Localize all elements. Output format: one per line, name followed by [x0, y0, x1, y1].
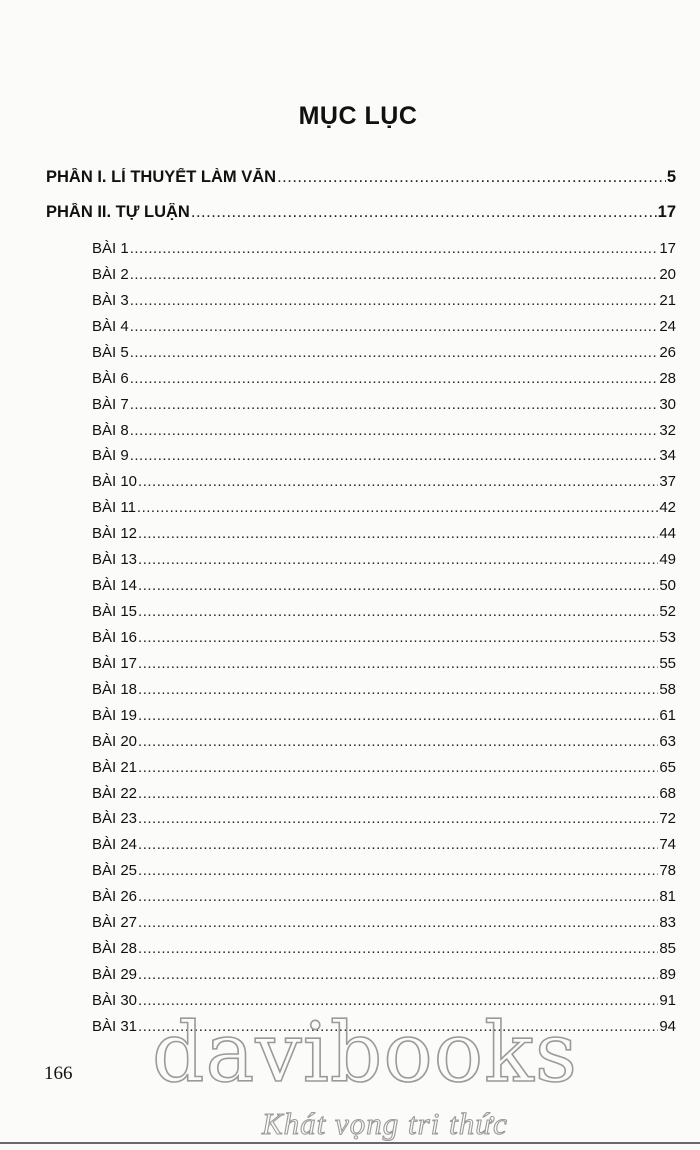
dot-leader — [130, 240, 659, 257]
toc-label: BÀI 24 — [92, 836, 138, 853]
dot-leader — [130, 266, 659, 283]
toc-label: BÀI 10 — [92, 473, 138, 490]
dot-leader — [191, 203, 657, 222]
toc-page-number: 50 — [659, 577, 676, 594]
toc-page-number: 32 — [659, 422, 676, 439]
toc-entry-row — [92, 966, 676, 983]
toc-entry-row — [92, 525, 676, 542]
dot-leader — [138, 914, 658, 931]
toc-page-number: 5 — [666, 168, 676, 186]
dot-leader — [138, 655, 658, 672]
toc-label: BÀI 6 — [92, 370, 129, 387]
toc-entry-row — [92, 759, 676, 776]
dot-leader — [130, 396, 659, 413]
toc-entry-row — [92, 473, 676, 490]
dot-leader — [130, 318, 659, 335]
toc-page-number: 53 — [659, 629, 676, 646]
toc-page-number: 42 — [659, 499, 676, 516]
toc-entry-row — [92, 940, 676, 957]
bottom-rule — [0, 1142, 700, 1144]
dot-leader — [138, 759, 658, 776]
toc-label: BÀI 23 — [92, 810, 138, 827]
toc-entry-row — [92, 655, 676, 672]
dot-leader — [138, 810, 658, 827]
dot-leader — [277, 168, 666, 187]
toc-part-row — [46, 168, 676, 187]
toc-entry-row — [92, 344, 676, 361]
toc-page-number: 30 — [659, 396, 676, 413]
toc-label: BÀI 21 — [92, 759, 138, 776]
toc-label: BÀI 20 — [92, 733, 138, 750]
toc-label: BÀI 28 — [92, 940, 138, 957]
toc-page-number: 52 — [659, 603, 676, 620]
toc-entry-row — [92, 240, 676, 257]
toc-page-number: 65 — [659, 759, 676, 776]
toc-entry-row — [92, 551, 676, 568]
toc-entry-row — [92, 422, 676, 439]
toc-entry-row — [92, 447, 676, 464]
toc-label: BÀI 26 — [92, 888, 138, 905]
toc-entry-row — [92, 603, 676, 620]
dot-leader — [138, 629, 658, 646]
dot-leader — [138, 681, 658, 698]
toc-label: BÀI 30 — [92, 992, 138, 1009]
toc-page-number: 58 — [659, 681, 676, 698]
dot-leader — [130, 422, 659, 439]
toc-page-number: 26 — [659, 344, 676, 361]
toc-page-number: 20 — [659, 266, 676, 283]
toc-page-number: 28 — [659, 370, 676, 387]
toc-page-number: 74 — [659, 836, 676, 853]
toc-page-number: 83 — [659, 914, 676, 931]
toc-page-number: 49 — [659, 551, 676, 568]
toc-page-number: 91 — [659, 992, 676, 1009]
toc-entry-row — [92, 266, 676, 283]
toc-entry-row — [92, 681, 676, 698]
toc-label: BÀI 3 — [92, 292, 129, 309]
toc-entry-row — [92, 733, 676, 750]
dot-leader — [137, 499, 658, 516]
toc-entry-row — [92, 318, 676, 335]
toc-label: BÀI 15 — [92, 603, 138, 620]
toc-page-number: 68 — [659, 785, 676, 802]
toc-page-number: 34 — [659, 447, 676, 464]
toc-part-row — [46, 203, 676, 222]
toc-entry-row — [92, 577, 676, 594]
dot-leader — [138, 966, 658, 983]
dot-leader — [138, 525, 658, 542]
toc-label: BÀI 16 — [92, 629, 138, 646]
dot-leader — [130, 370, 659, 387]
toc-label: BÀI 19 — [92, 707, 138, 724]
toc-label: PHẦN II. TỰ LUẬN — [46, 203, 190, 221]
toc-entry-row — [92, 888, 676, 905]
dot-leader — [138, 707, 658, 724]
toc-label: BÀI 1 — [92, 240, 129, 257]
dot-leader — [130, 447, 659, 464]
dot-leader — [138, 888, 658, 905]
dot-leader — [138, 577, 658, 594]
dot-leader — [138, 836, 658, 853]
toc-label: BÀI 4 — [92, 318, 129, 335]
toc-page-number: 44 — [659, 525, 676, 542]
toc-entry-row — [92, 499, 676, 516]
toc-page-number: 55 — [659, 655, 676, 672]
dot-leader — [138, 551, 658, 568]
toc-label: BÀI 9 — [92, 447, 129, 464]
page-title: MỤC LỤC — [298, 102, 418, 130]
dot-leader — [138, 940, 658, 957]
toc-label: BÀI 2 — [92, 266, 129, 283]
toc-entry-row — [92, 629, 676, 646]
toc-page-number: 78 — [659, 862, 676, 879]
toc-page-number: 37 — [659, 473, 676, 490]
toc-page-number: 17 — [659, 240, 676, 257]
toc-entry-row — [92, 862, 676, 879]
toc-label: PHẦN I. LÍ THUYẾT LÀM VĂN — [46, 168, 277, 186]
dot-leader — [138, 603, 658, 620]
toc-entry-row — [92, 785, 676, 802]
toc-entry-row — [92, 914, 676, 931]
page-number: 166 — [44, 1063, 73, 1084]
toc-label: BÀI 12 — [92, 525, 138, 542]
toc-page-number: 17 — [657, 203, 676, 221]
toc-page-number: 72 — [659, 810, 676, 827]
toc-page-number: 89 — [659, 966, 676, 983]
toc-entry-row — [92, 370, 676, 387]
dot-leader — [130, 292, 659, 309]
toc-label: BÀI 18 — [92, 681, 138, 698]
dot-leader — [138, 473, 658, 490]
toc-label: BÀI 31 — [92, 1018, 138, 1035]
toc-label: BÀI 7 — [92, 396, 129, 413]
toc-label: BÀI 25 — [92, 862, 138, 879]
toc-page-number: 63 — [659, 733, 676, 750]
toc-label: BÀI 17 — [92, 655, 138, 672]
toc-entry-row — [92, 810, 676, 827]
toc-page-number: 94 — [659, 1018, 676, 1035]
toc-page-number: 81 — [659, 888, 676, 905]
toc-label: BÀI 8 — [92, 422, 129, 439]
dot-leader — [138, 733, 658, 750]
toc-entry-row — [92, 836, 676, 853]
dot-leader — [138, 862, 658, 879]
toc-label: BÀI 11 — [92, 499, 136, 516]
watermark-brand: davibooks — [152, 1006, 578, 1101]
toc-label: BÀI 22 — [92, 785, 138, 802]
dot-leader — [130, 344, 659, 361]
toc-entry-row — [92, 707, 676, 724]
toc-entry-row — [92, 396, 676, 413]
toc-page-number: 24 — [659, 318, 676, 335]
toc-page-number: 85 — [659, 940, 676, 957]
toc-page-number: 21 — [659, 292, 676, 309]
dot-leader — [138, 785, 658, 802]
toc-page-number: 61 — [659, 707, 676, 724]
toc-label: BÀI 29 — [92, 966, 138, 983]
watermark-tagline: Khát vọng tri thức — [262, 1106, 508, 1141]
toc-label: BÀI 14 — [92, 577, 138, 594]
toc-label: BÀI 5 — [92, 344, 129, 361]
toc-label: BÀI 13 — [92, 551, 138, 568]
toc-entry-row — [92, 292, 676, 309]
toc-label: BÀI 27 — [92, 914, 138, 931]
